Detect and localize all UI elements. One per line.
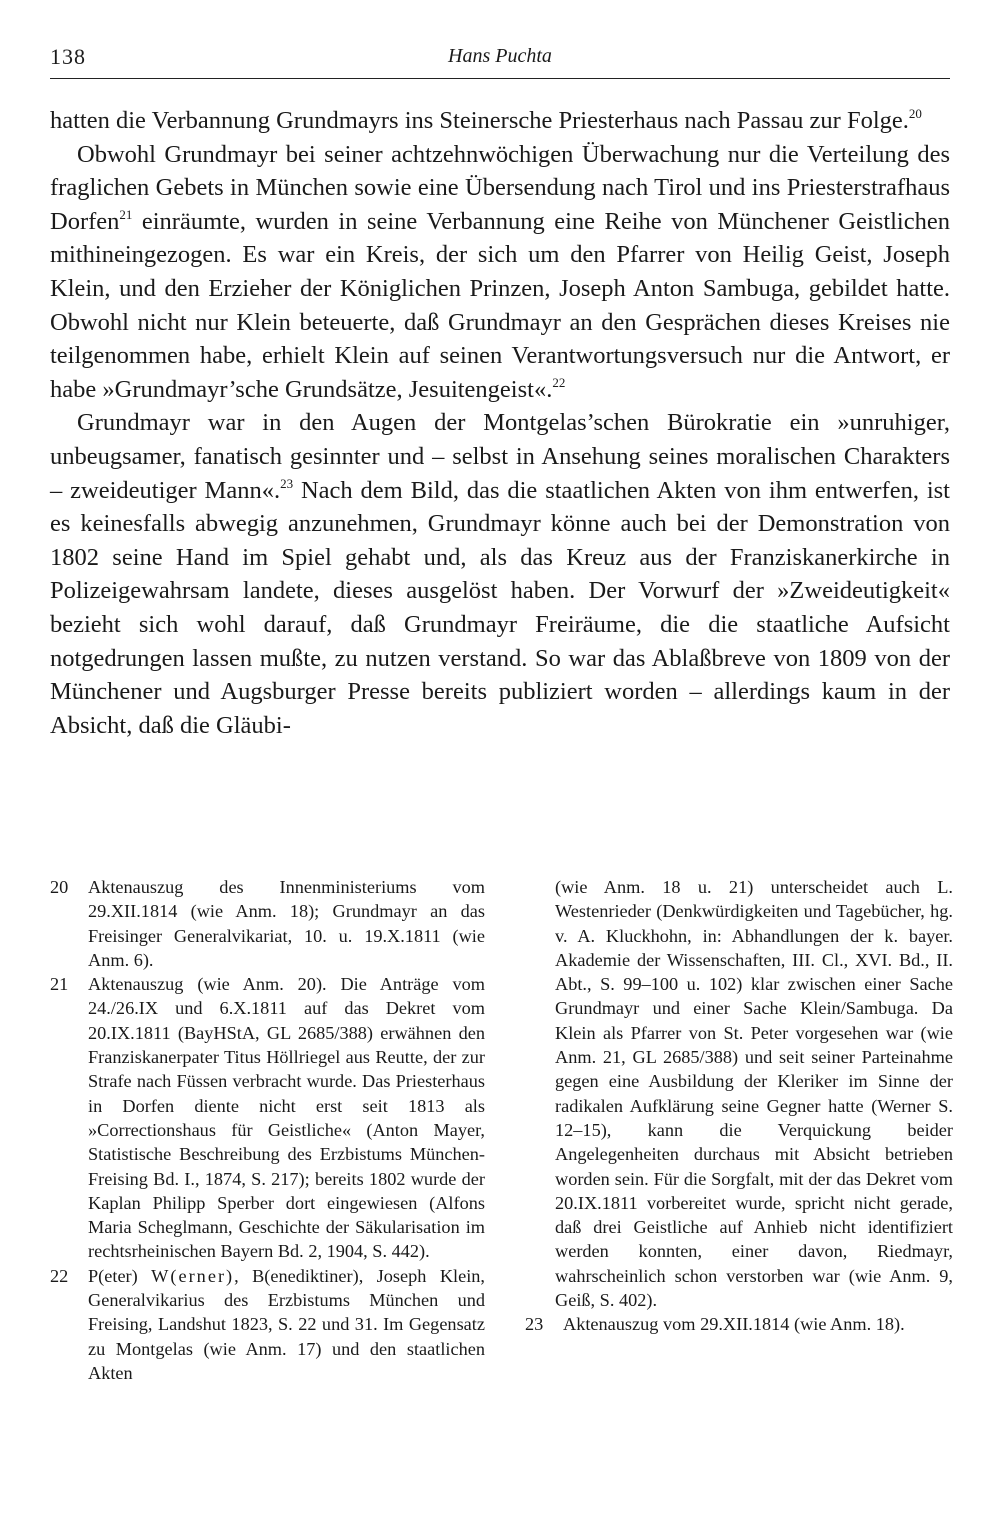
footnote-ref-21[interactable]: 21 bbox=[119, 206, 133, 222]
paragraph-1 bbox=[50, 104, 950, 138]
footnote-text: P(eter) bbox=[88, 1265, 152, 1286]
page-number: 138 bbox=[50, 44, 86, 69]
author-name-spaced: W(erner) bbox=[151, 1265, 235, 1286]
footnote-ref-20[interactable]: 20 bbox=[908, 106, 922, 121]
header-rule bbox=[50, 78, 950, 79]
footnote-number: 20 bbox=[50, 877, 69, 897]
footnote-text: Aktenauszug des Innenministeriums vom 29.XII.1814 (wie Anm. 18); Grundmayr an das Freisinger Generalvikariat, 10. u. 19.X.1811 (wie Anm. 6). bbox=[88, 877, 485, 970]
footnotes-right-column bbox=[525, 875, 953, 1337]
paragraph-3 bbox=[50, 406, 950, 742]
footnote-number: 22 bbox=[50, 1265, 69, 1286]
footnote-23 bbox=[525, 1312, 953, 1336]
paragraph-1-text: hatten die Verbannung Grundmayrs ins Steinersche Priesterhaus nach Passau zur Folge. bbox=[50, 107, 909, 134]
running-head: Hans Puchta bbox=[448, 45, 552, 67]
footnote-ref-23[interactable]: 23 bbox=[280, 475, 294, 491]
footnote-number: 21 bbox=[50, 974, 69, 995]
footnote-text: Aktenauszug (wie Anm. 20). Die Anträge vom 24./26.IX und 6.X.1811 auf das Dekret vom 20.IX.1811 (BayHStA, GL 2685/388) erwähnen den Franziskanerpater Titus Höllriegel aus Reutte, der zur Strafe nach Füssen verbracht wurde. Das Priesterhaus in Dorfen diente nicht erst seit 1813 als »Correctionshaus für Geistliche« (Anton Mayer, Statistische Beschreibung des Erzbistums München-Freising Bd. I., 1874, S. 217); bereits 1802 wurde der Kaplan Philipp Sperber dort eingewiesen (Alfons Maria Scheglmann, Geschichte der Säkularisation im rechtsrheinischen Bayern Bd. 2, 1904, S. 442). bbox=[88, 974, 485, 1262]
footnote-22-continued: (wie Anm. 18 u. 21) unterscheidet auch L. Westenrieder (Denkwürdigkeiten und Tagebücher, hg. v. A. Kluckhohn, in: Abhandlungen der k. bayer. Akademie der Wissenschaften, III. Cl., XVI. Bd., II. Abt., S. 99–100 u. 102) klar zwischen einer Sache Grundmayr und einer Sache Klein/Sambuga. Da Klein als Pfarrer von St. Peter vorgesehen war (wie Anm. 21, GL 2685/388) und seit seiner Parteinahme gegen eine Ausbildung der Kleriker im Sinne der radikalen Aufklärung seine Gegner hatte (Werner S. 12–15), kann die Verquickung beider Angelegenheiten durchaus mit Absicht betrieben worden sein. Für die Sorgfalt, mit der das Dekret vom 20.IX.1811 vorbereitet wurde, spricht nicht gerade, daß drei Geistliche auf Anhieb nicht identifiziert werden konnten, einer davon, Riedmayr, wahrscheinlich schon verstorben war (wie Anm. 9, Geiß, S. 402). bbox=[555, 877, 953, 1311]
footnote-number: 23 bbox=[525, 1314, 544, 1335]
footnotes-left-column bbox=[50, 875, 485, 1385]
paragraph-2 bbox=[50, 138, 950, 407]
paragraph-2-text-b: einräumte, wurden in seine Verbannung eine Reihe von Münchener Geistlichen mithineingezogen. Es war ein Kreis, der sich um den Pfarrer von Heilig Geist, Joseph Klein, und den Erzieher der Königlichen Prinzen, Joseph Anton Sambuga, gebildet hatte. Obwohl nicht nur Klein beteuerte, daß Grundmayr an den Gesprächen dieses Kreises nie teilgenommen habe, erhielt Klein auf seinen Verantwortungsversuch nur die Antwort, er habe »Grundmayr’sche Grundsätze, Jesuitengeist«. bbox=[50, 207, 950, 403]
footnote-text: , B(enediktiner), Joseph Klein, Generalvikarius des Erzbistums München und Freising, Landshut 1823, S. 22 und 31. Im Gegensatz zu Montgelas (wie Anm. 17) und den staatlichen Akten bbox=[88, 1265, 485, 1383]
main-text bbox=[50, 104, 950, 742]
footnote-20 bbox=[50, 875, 485, 972]
footnote-21 bbox=[50, 972, 485, 1264]
footnote-text: Aktenauszug vom 29.XII.1814 (wie Anm. 18). bbox=[563, 1314, 905, 1335]
paragraph-3-text-a: Grundmayr war in den Augen der Montgelas’schen Bürokratie ein »unruhiger, unbeugsamer, fanatisch gesinnter und – selbst in Ansehung seines moralischen Charakters – zweideutiger Mann«. bbox=[50, 409, 950, 504]
paragraph-3-text-b: Nach dem Bild, das die staatlichen Akten von ihm entwerfen, ist es keinesfalls abwegig anzunehmen, Grundmayr könne auch bei der Demonstration von 1802 seine Hand im Spiel gehabt und, als das Kreuz aus der Franziskanerkirche in Polizeigewahrsam landete, dieses ausgelöst haben. Der Vorwurf der »Zweideutigkeit« bezieht sich wohl darauf, daß Grundmayr Freiräume, die die staatliche Aufsicht notgedrungen lassen mußte, zu nutzen verstand. So war das Ablaßbreve von 1809 von der Münchener und Augsburger Presse bereits publiziert worden – allerdings kaum in der Absicht, daß die Gläubi- bbox=[50, 476, 950, 739]
paragraph-2-text-a: Obwohl Grundmayr bei seiner achtzehnwöchigen Überwachung nur die Verteilung des fraglichen Gebets in München sowie eine Übersendung nach Tirol und ins Priesterstrafhaus Dorfen bbox=[50, 140, 950, 235]
footnote-ref-22[interactable]: 22 bbox=[552, 374, 566, 390]
footnote-22 bbox=[50, 1264, 485, 1385]
